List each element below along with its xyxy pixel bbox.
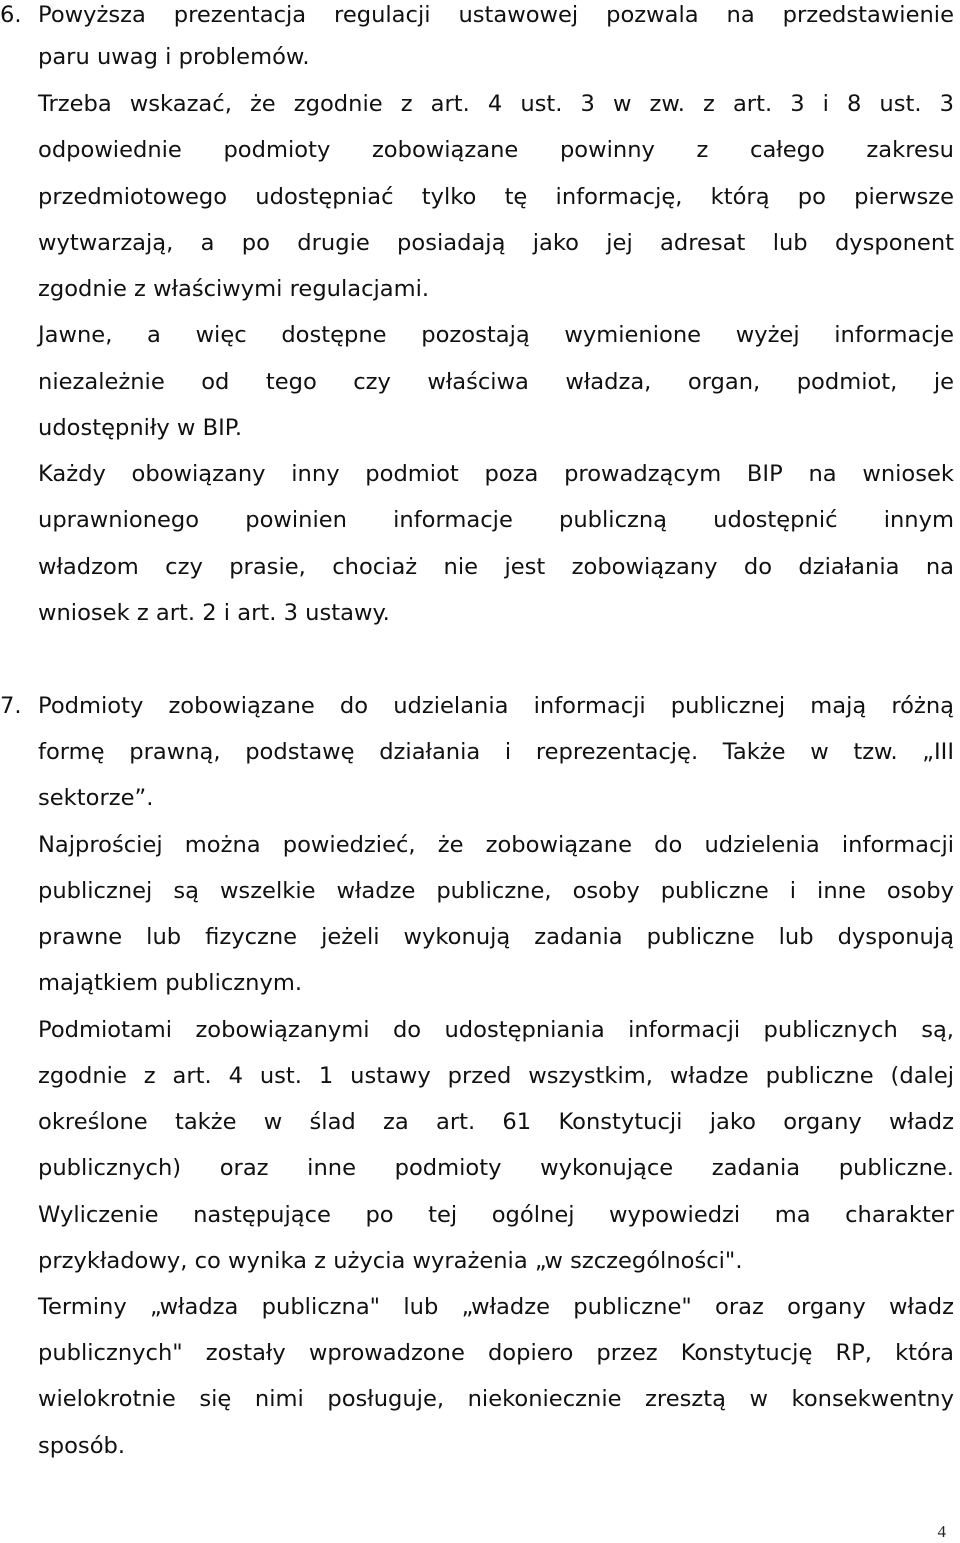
section-number: 6. (0, 2, 22, 28)
section-number: 7. (0, 693, 22, 719)
page-number: 4 (937, 1522, 946, 1541)
document-page: 6. Powyższa prezentacja regulacji ustawowej pozwala na przedstawienie paru uwag i problemów. Trzeba wskazać, że zgodnie z art. 4 ust. 3 w zw. z art. 3 i 8 ust. 3 odpowiednie podmioty zobowiązane powinny z całego zakresu przedmiotowego udostępniać tylko tę informację, którą po pierwsze wytwarzają, a po drugie posiadają jako jej adresat lub dysponent zgodnie z właściwymi regulacjami. Jawne, a więc dostępne pozostają wymienione wyżej informacje niezależnie od tego czy właściwa władza, organ, podmiot, je udostępniły w BIP. Każdy obowiązany inny podmiot poza prowadzącym BIP na wniosek uprawnionego powinien informacje publiczną udostępnić innym władzom czy prasie, chociaż nie jest zobowiązany do działania na wniosek z art. 2 i art. 3 ustawy. 7. Podmioty zobowiązane do udzielania informacji publicznej mają różną formę prawną, podstawę działania i reprezentację. Także w tzw. „III sektorze”. Najprościej można powiedzieć, że zobowiązane do udzielenia informacji publicznej są wszelkie władze publiczne, osoby publiczne i inne osoby prawne lub fizyczne jeżeli wykonują zadania publiczne lub dysponują majątkiem publicznym. Podmiotami zobowiązanymi do udostępniania informacji publicznych są, zgodnie z art. 4 ust. 1 ustawy przed wszystkim, władze publiczne (dalej określone także w ślad za art. 61 Konstytucji jako organy władz publicznych) oraz inne podmioty wykonujące zadania publiczne. Wyliczenie następujące po tej ogólnej wypowiedzi ma charakter przykładowy, co wynika z użycia wyrażenia „w szczególności". Terminy „władza publiczna" lub „władze publiczne" oraz organy władz publicznych" zostały wprowadzone dopiero przez Konstytucję RP, która wielokrotnie się nimi posługuje, niekoniecznie zresztą w konsekwentny sposób. 4 (0, 2, 954, 1541)
